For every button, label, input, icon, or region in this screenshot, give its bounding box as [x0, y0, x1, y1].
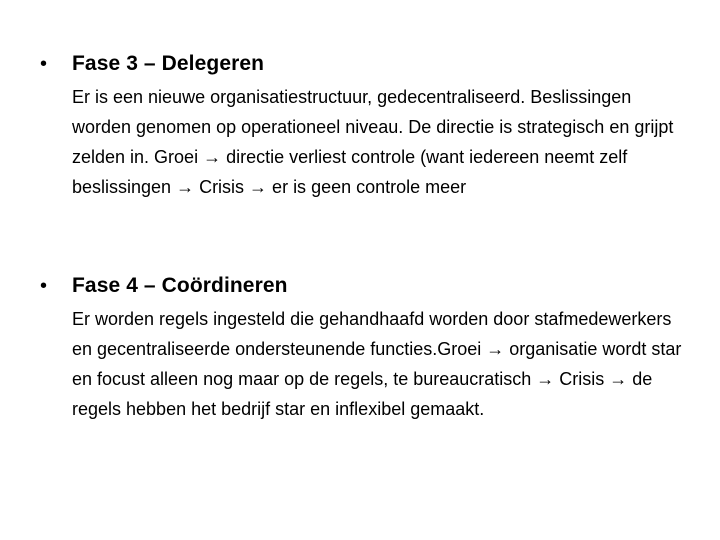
bullet-icon: • [40, 53, 48, 75]
section-fase-3 [40, 50, 680, 202]
section-body: Er worden regels ingesteld die gehandhaafd worden door stafmedewerkers en gecentraliseerde ondersteunende functies.Groei → organisatie wordt star en focust alleen nog maar op de regels, te bureaucratisch → Crisis → de regels hebben het bedrijf star en inflexibel gemaakt. [72, 309, 682, 419]
section-heading: Fase 3 – Delegeren [72, 52, 265, 75]
section-heading: Fase 4 – Coördineren [72, 274, 288, 297]
section-fase-4 [40, 272, 680, 424]
section-body: Er is een nieuwe organisatiestructuur, gedecentraliseerd. Beslissingen worden genomen op operationeel niveau. De directie is strategisch en grijpt zelden in. Groei → directie verliest controle (want iedereen neemt zelf beslissingen → Crisis → er is geen controle meer [72, 87, 674, 197]
bullet-row [40, 50, 680, 78]
bullet-row [40, 272, 680, 300]
bullet-icon: • [40, 275, 48, 297]
